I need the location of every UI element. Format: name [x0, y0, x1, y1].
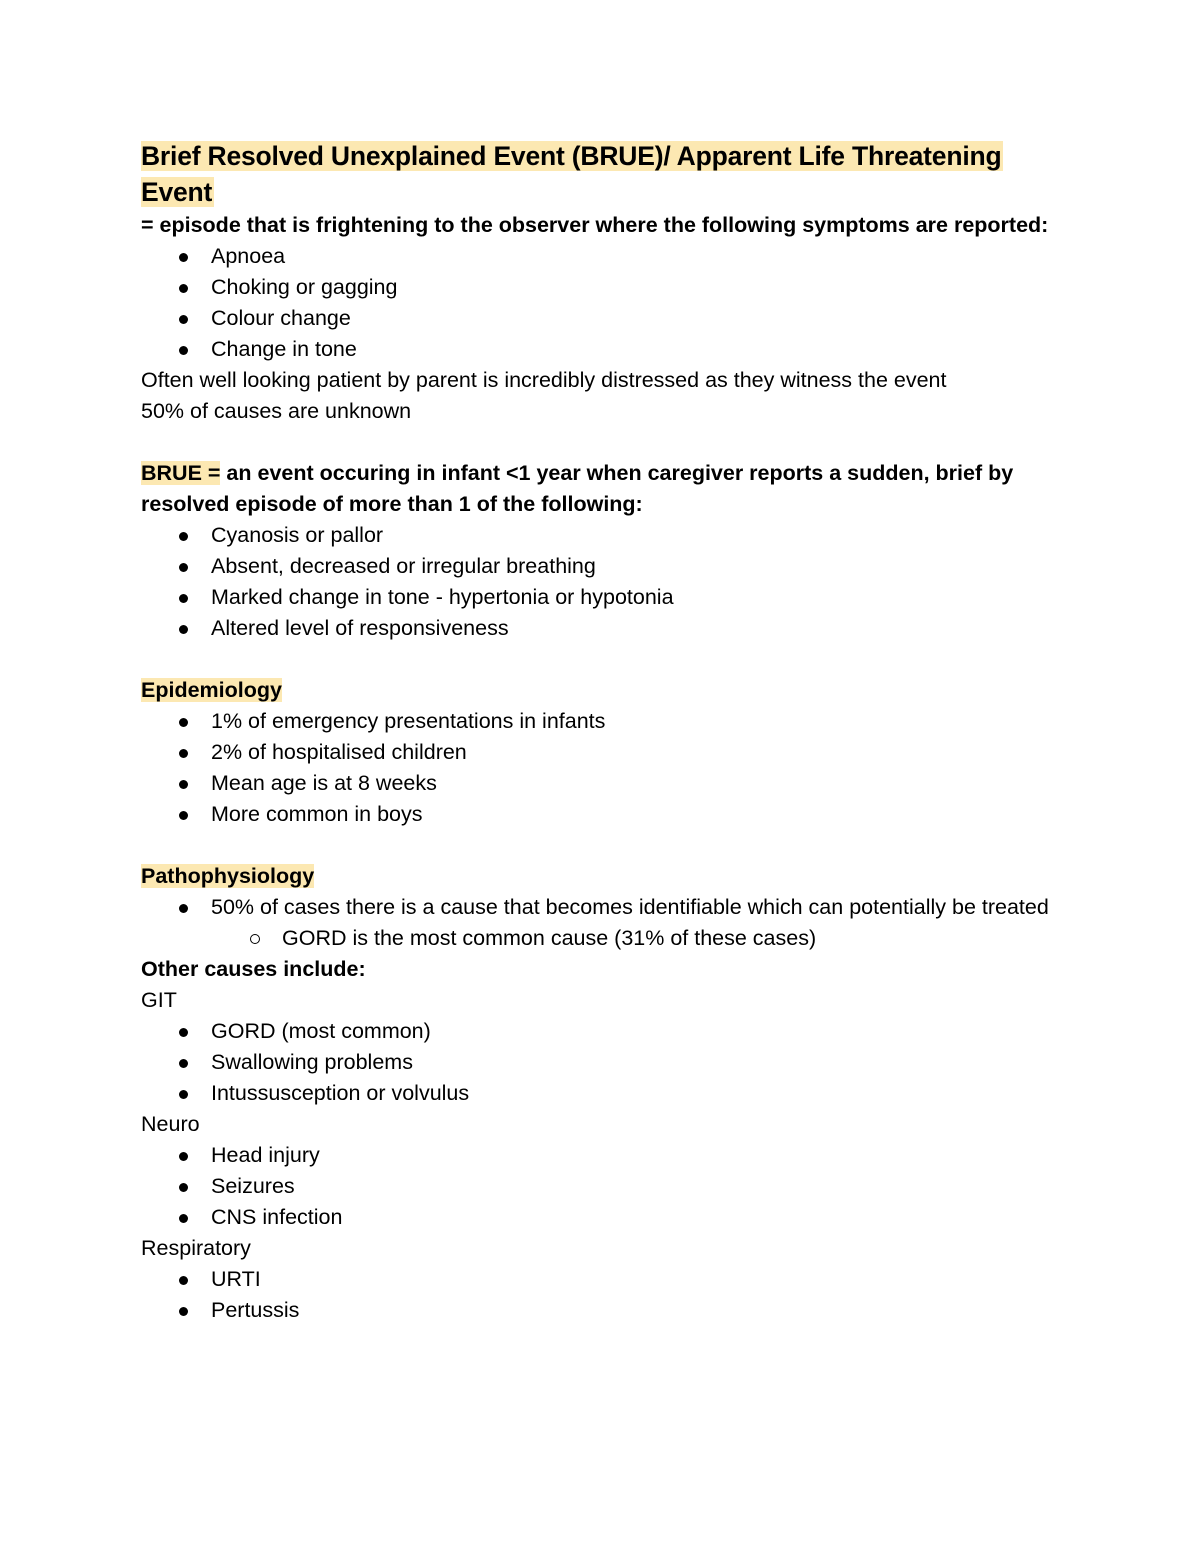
brue-criteria-list — [141, 520, 1061, 644]
epidemiology-heading — [141, 675, 1061, 706]
pathophysiology-heading-text: Pathophysiology — [141, 864, 315, 888]
list-item: Pertussis — [141, 1295, 1061, 1326]
epidemiology-list — [141, 706, 1061, 830]
list-item: GORD (most common) — [141, 1016, 1061, 1047]
pathophysiology-heading — [141, 861, 1061, 892]
list-item: Swallowing problems — [141, 1047, 1061, 1078]
list-item: Marked change in tone - hypertonia or hypotonia — [141, 582, 1061, 613]
brue-definition — [141, 458, 1061, 520]
list-item: Change in tone — [141, 334, 1061, 365]
list-item: Mean age is at 8 weeks — [141, 768, 1061, 799]
list-item: 2% of hospitalised children — [141, 737, 1061, 768]
list-item: Apnoea — [141, 241, 1061, 272]
list-item: Intussusception or volvulus — [141, 1078, 1061, 1109]
other-causes-heading: Other causes include: — [141, 957, 366, 981]
sub-list-item: GORD is the most common cause (31% of these cases) — [141, 923, 1061, 954]
list-item: Absent, decreased or irregular breathing — [141, 551, 1061, 582]
spacer — [141, 830, 1061, 861]
document-page — [141, 138, 1061, 1326]
git-list — [141, 1016, 1061, 1109]
title-line-1: Brief Resolved Unexplained Event (BRUE)/ Apparent Life Threatening — [141, 141, 1002, 171]
brue-label: BRUE = — [141, 461, 221, 485]
list-item: Altered level of responsiveness — [141, 613, 1061, 644]
pathophysiology-list — [141, 892, 1061, 954]
spacer — [141, 427, 1061, 458]
list-item: Cyanosis or pallor — [141, 520, 1061, 551]
list-item: More common in boys — [141, 799, 1061, 830]
symptom-list — [141, 241, 1061, 365]
page-title — [141, 138, 1061, 210]
list-item: CNS infection — [141, 1202, 1061, 1233]
title-line-2: Event — [141, 177, 213, 207]
definition-note-2: 50% of causes are unknown — [141, 399, 412, 423]
list-item: Head injury — [141, 1140, 1061, 1171]
list-item: 1% of emergency presentations in infants — [141, 706, 1061, 737]
brue-text: an event occuring in infant <1 year when caregiver reports a sudden, brief by resolved episode of more than 1 of the following: — [141, 461, 1014, 516]
git-label: GIT — [141, 988, 177, 1012]
respiratory-list — [141, 1264, 1061, 1326]
spacer — [141, 644, 1061, 675]
epidemiology-heading-text: Epidemiology — [141, 678, 282, 702]
list-item: Choking or gagging — [141, 272, 1061, 303]
list-item: 50% of cases there is a cause that becomes identifiable which can potentially be treated — [141, 892, 1061, 923]
list-item: Colour change — [141, 303, 1061, 334]
respiratory-label: Respiratory — [141, 1236, 251, 1260]
list-item: URTI — [141, 1264, 1061, 1295]
list-item: Seizures — [141, 1171, 1061, 1202]
definition-note-1: Often well looking patient by parent is incredibly distressed as they witness the event — [141, 368, 947, 392]
neuro-label: Neuro — [141, 1112, 200, 1136]
neuro-list — [141, 1140, 1061, 1233]
definition-intro: = episode that is frightening to the observer where the following symptoms are reported: — [141, 213, 1049, 237]
